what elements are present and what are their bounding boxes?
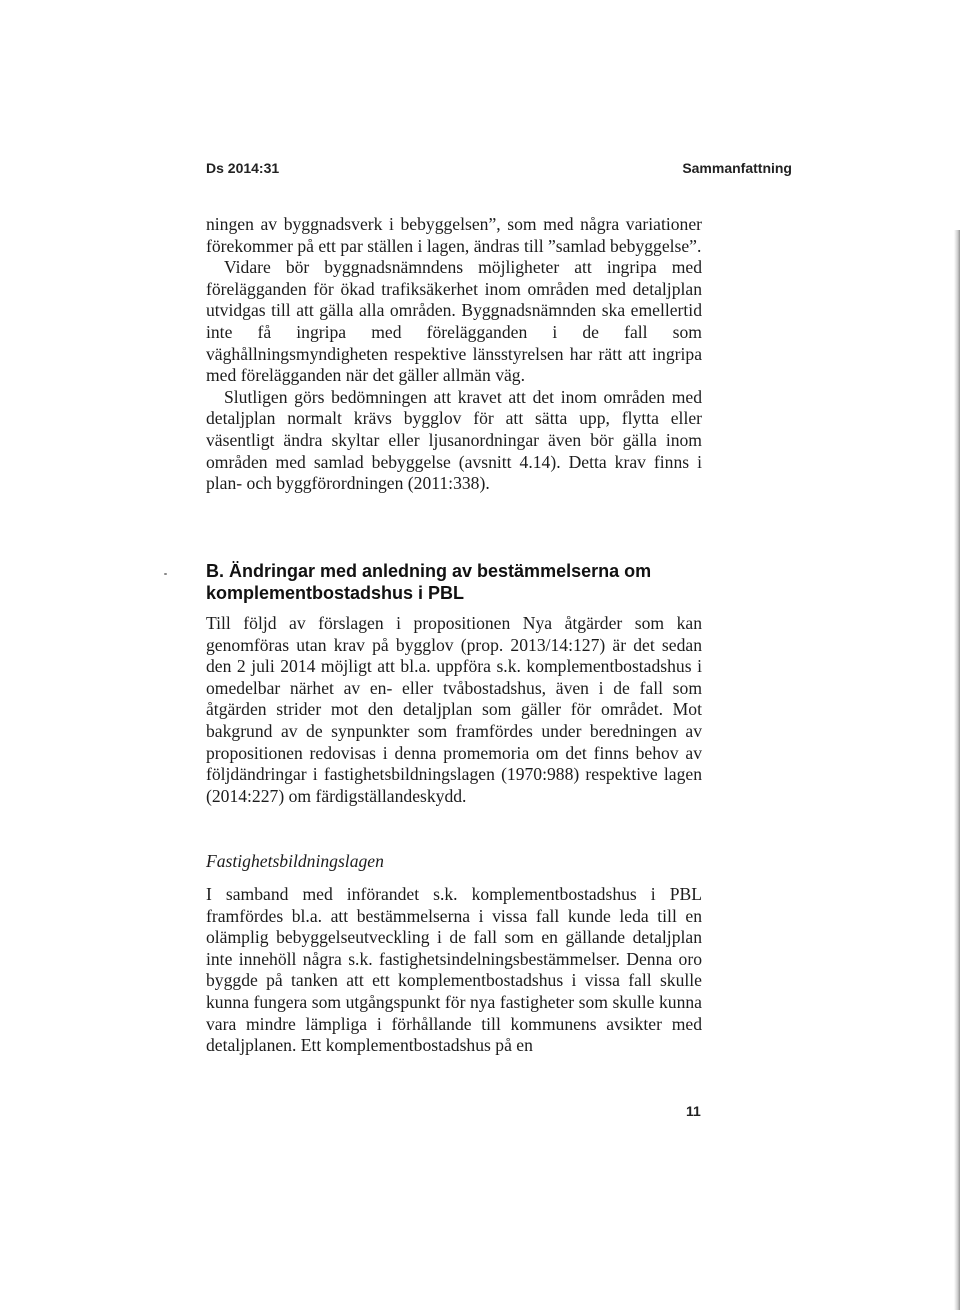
body-text-block	[206, 214, 702, 495]
running-head-left: Ds 2014:31	[206, 160, 280, 176]
subsection-heading: Fastighetsbildningslagen	[206, 851, 384, 871]
running-head-right: Sammanfattning	[682, 160, 792, 176]
paragraph: Till följd av förslagen i propositionen Nya åtgärder som kan genomföras utan krav på bygglov (prop. 2013/14:127) är det sedan den 2 juli 2014 möjligt att bl.a. uppföra s.k. komplementbostadshus i omedelbar närhet av en- eller tvåbostadshus, även i de fall som åtgärden strider mot den detaljplan som gäller för området. Mot bakgrund av de synpunkter som framfördes under beredningen av propositionen redovisas i denna promemoria om det finns behov av följdändringar i fastighetsbildningslagen (1970:988) respektive lagen (2014:227) om färdigställandeskydd.	[206, 613, 702, 806]
section-body	[206, 613, 702, 807]
paragraph: I samband med införandet s.k. komplementbostadshus i PBL framfördes bl.a. att bestämmelserna i vissa fall kunde leda till en olämplig bebyggelseutveckling i de fall som en gällande detaljplan inte innehöll några s.k. fastighetsindelningsbestämmelser. Denna oro byggde på tanken att ett komplementbostadshus i vissa fall skulle kunna fungera som utgångspunkt för nya fastigheter som skulle kunna vara mindre lämpliga i förhållande till kommunens avsikter med detaljplanen. Ett komplementbostadshus på en	[206, 884, 702, 1056]
paragraph: Slutligen görs bedömningen att kravet att det inom områden med detaljplan normalt krävs bygglov för att sätta upp, flytta eller väsentligt ändra skyltar eller ljusanordningar även bör gälla inom områden med samlad bebyggelse (avsnitt 4.14). Detta krav finns i plan- och byggförordningen (2011:338).	[206, 386, 702, 494]
subsection-body	[206, 884, 702, 1057]
scan-speck	[164, 573, 167, 575]
section-heading: B. Ändringar med anledning av bestämmelserna om komplementbostadshus i PBL	[206, 561, 652, 603]
page-number: 11	[686, 1103, 701, 1119]
paragraph: ningen av byggnadsverk i bebyggelsen”, som med några variationer förekommer på ett par ställen i lagen, ändras till ”samlad bebyggelse”.	[206, 214, 702, 256]
scan-edge-shadow	[954, 230, 960, 1310]
paragraph: Vidare bör byggnadsnämndens möjligheter att ingripa med förelägganden för ökad trafiksäkerhet inom områden med detaljplan utvidgas till att gälla alla områden. Byggnadsnämnden ska emellertid inte få ingripa med förelägganden i de fall som väghållningsmyndigheten respektive länsstyrelsen har rätt att ingripa med förelägganden när det gäller allmän väg.	[206, 257, 702, 386]
